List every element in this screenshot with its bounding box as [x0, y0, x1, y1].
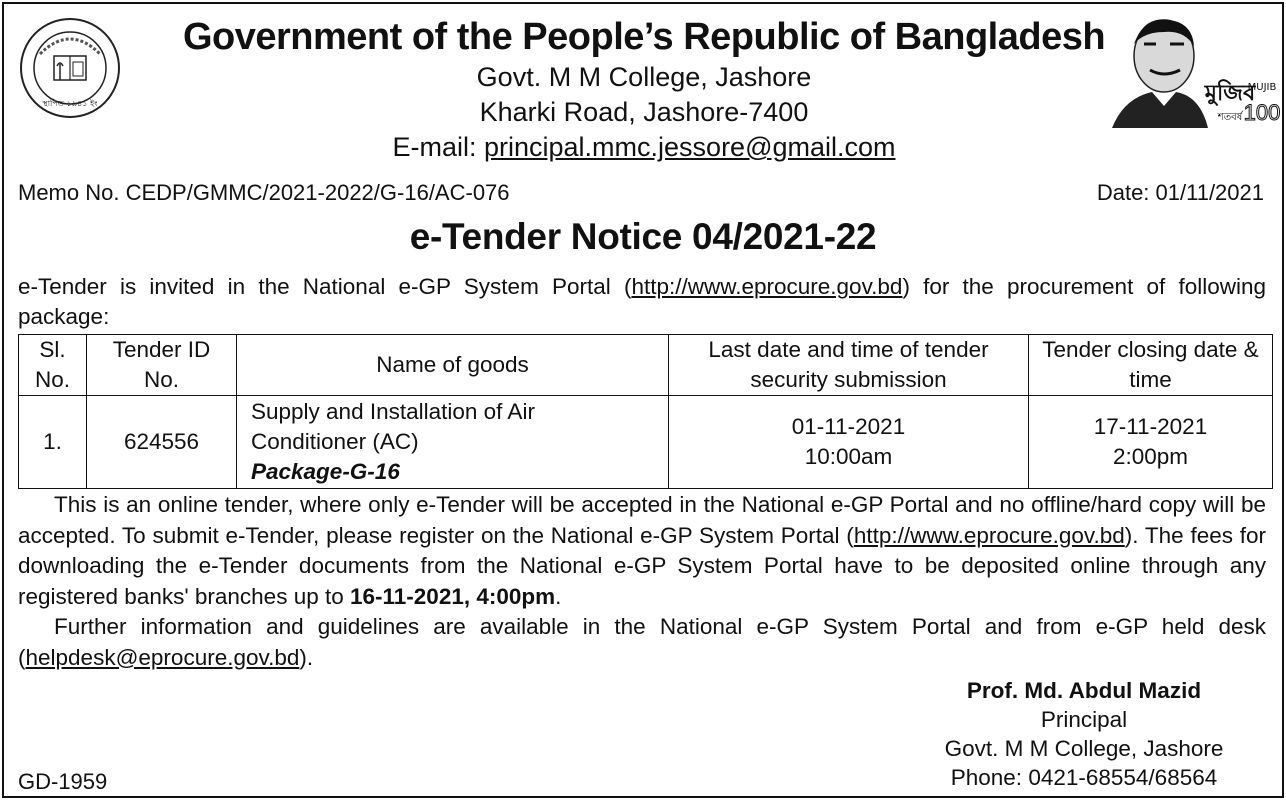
para2-text-2: ).	[299, 644, 314, 670]
col-header-goods: Name of goods	[237, 335, 669, 396]
table-header-row	[19, 335, 1273, 396]
cell-last-time-value: 10:00am	[804, 444, 893, 469]
cell-closing-date-value: 17-11-2021	[1093, 414, 1208, 439]
cell-package: Package-G-16	[251, 459, 400, 484]
deposit-deadline: 16-11-2021, 4:00pm	[350, 583, 556, 609]
mujib-sub-text: শতবর্ষ	[1217, 112, 1243, 123]
signer-college: Govt. M M College, Jashore	[944, 736, 1224, 761]
helpdesk-email-link[interactable]: helpdesk@eprocure.gov.bd	[25, 644, 300, 670]
cell-goods	[237, 396, 669, 489]
mujib-100-text: 100	[1243, 100, 1281, 125]
col-header-closing-date-line2: time	[1129, 367, 1172, 392]
memo-date: Date: 01/11/2021	[1096, 180, 1264, 205]
intro-text-after: ) for the procurement of following package:	[18, 274, 1266, 329]
online-tender-paragraph	[18, 490, 1266, 612]
signer-title: Principal	[1040, 707, 1128, 732]
college-emblem-icon	[18, 16, 122, 120]
intro-paragraph	[18, 272, 1266, 332]
col-header-closing-date	[1029, 335, 1273, 396]
eprocure-link[interactable]: http://www.eprocure.gov.bd	[631, 274, 903, 299]
col-header-sl-line1: Sl.	[39, 337, 66, 362]
tender-table	[18, 334, 1273, 489]
cell-goods-line1: Supply and Installation of Air	[251, 399, 535, 424]
para1-text-3: .	[555, 583, 562, 609]
col-header-sl	[19, 335, 87, 396]
col-header-last-date	[669, 335, 1029, 396]
table-row	[19, 396, 1273, 489]
tender-notice-page	[2, 2, 1284, 798]
college-email-link[interactable]: principal.mmc.jessore@gmail.com	[484, 132, 896, 162]
col-header-closing-date-line1: Tender closing date &	[1042, 337, 1259, 362]
cell-last-date-value: 01-11-2021	[791, 414, 906, 439]
col-header-last-date-line2: security submission	[750, 367, 947, 392]
college-name: Govt. M M College, Jashore	[476, 62, 812, 92]
signature-block	[924, 676, 1244, 792]
col-header-tender-id	[87, 335, 237, 396]
email-label: E-mail:	[392, 132, 484, 162]
mujib-100-portrait-icon	[1104, 10, 1281, 128]
notice-title: e-Tender Notice 04/2021-22	[409, 216, 877, 257]
email-line	[144, 130, 1144, 165]
memo-number: Memo No. CEDP/GMMC/2021-2022/G-16/AC-076	[18, 180, 510, 205]
cell-last-date	[669, 396, 1029, 489]
eprocure-link-2[interactable]: http://www.eprocure.gov.bd	[853, 522, 1125, 548]
para1-text-2: ). The fees for downloading the e-Tender documents from the National e-GP System Portal have to be deposited online through any registered banks' branches up to	[18, 522, 1266, 609]
col-header-sl-line2: No.	[34, 367, 70, 392]
letterhead	[144, 14, 1144, 165]
intro-text-before: e-Tender is invited in the National e-GP System Portal (	[18, 274, 632, 299]
signer-phone: Phone: 0421-68554/68564	[950, 765, 1218, 790]
mujib-bangla-text: মুজিব	[1204, 81, 1256, 106]
cell-goods-line2: Conditioner (AC)	[251, 429, 419, 454]
mujib-en-text: MUJIB	[1247, 82, 1277, 93]
col-header-last-date-line1: Last date and time of tender	[708, 337, 989, 362]
emblem-year-text: স্থাপিত-১৯৪১ ইং	[42, 99, 98, 108]
cell-closing-date	[1029, 396, 1273, 489]
para2-text-1: Further information and guidelines are available in the National e-GP System Portal and from e-GP held desk (	[18, 614, 1266, 670]
cell-closing-time-value: 2:00pm	[1112, 444, 1189, 469]
further-info-paragraph	[18, 612, 1266, 673]
col-header-tender-id-line1: Tender ID	[112, 337, 211, 362]
signer-name: Prof. Md. Abdul Mazid	[966, 678, 1202, 703]
para1-text-1: This is an online tender, where only e-Tender will be accepted in the National e-GP Portal and no offline/hard copy will be accepted. To submit e-Tender, please register on the National e-GP System Portal (	[18, 492, 1266, 548]
college-address: Kharki Road, Jashore-7400	[479, 97, 809, 127]
col-header-tender-id-line2: No.	[143, 367, 179, 392]
cell-sl: 1.	[19, 396, 87, 489]
gd-code: GD-1959	[18, 769, 108, 794]
government-title: Government of the People’s Republic of Bangladesh	[182, 16, 1106, 58]
cell-tender-id: 624556	[87, 396, 237, 489]
